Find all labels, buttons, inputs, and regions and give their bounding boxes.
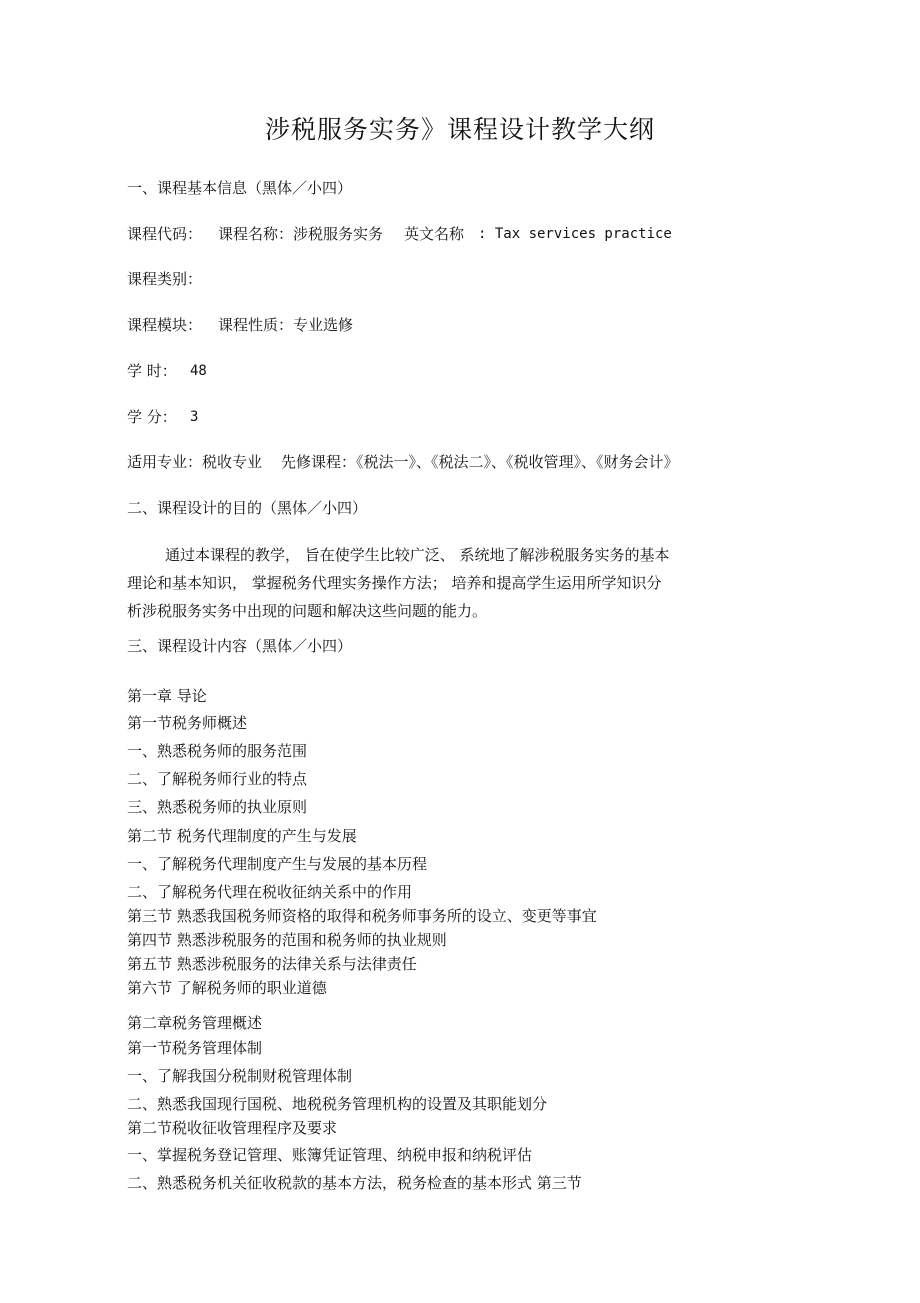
credits-label: 学 分： xyxy=(127,408,177,426)
outline-line: 第二节税收征收管理程序及要求 xyxy=(127,1119,338,1137)
course-name: 课程名称：涉税服务实务 xyxy=(218,225,384,243)
course-nature: 课程性质：专业选修 xyxy=(218,316,354,334)
outline-line: 第二节 税务代理制度的产生与发展 xyxy=(127,827,357,845)
course-category: 课程类别： xyxy=(127,270,203,288)
course-code-label: 课程代码： xyxy=(127,225,203,243)
outline-line: 第六节 了解税务师的职业道德 xyxy=(127,979,327,997)
credits-value: 3 xyxy=(190,409,199,425)
purpose-line: 理论和基本知识， 掌握税务代理实务操作方法； 培养和提高学生运用所学知识分 xyxy=(127,574,662,592)
course-module: 课程模块： xyxy=(127,316,203,334)
document-title: 涉税服务实务》课程设计教学大纲 xyxy=(264,115,655,144)
outline-line: 第三节 熟悉我国税务师资格的取得和税务师事务所的设立、变更等事宜 xyxy=(127,907,597,925)
outline-line: 第一节税务师概述 xyxy=(127,714,248,732)
section3-heading: 三、课程设计内容（黑体／小四） xyxy=(127,637,353,655)
outline-line: 第一节税务管理体制 xyxy=(127,1039,263,1057)
purpose-line: 析涉税服务实务中出现的问题和解决这些问题的能力。 xyxy=(127,602,488,620)
hours-value: 48 xyxy=(190,363,207,379)
hours-label: 学 时： xyxy=(127,362,177,380)
outline-line: 三、熟悉税务师的执业原则 xyxy=(127,798,308,816)
prerequisite-courses: 先修课程：《税法一》、《税法二》、《税收管理》、《财务会计》 xyxy=(281,453,679,471)
outline-line: 第五节 熟悉涉税服务的法律关系与法律责任 xyxy=(127,955,417,973)
section2-heading: 二、课程设计的目的（黑体／小四） xyxy=(127,499,368,517)
outline-line: 二、熟悉我国现行国税、地税税务管理机构的设置及其职能划分 xyxy=(127,1095,548,1113)
english-name-value: : Tax services practice xyxy=(478,226,672,242)
section1-heading: 一、课程基本信息（黑体／小四） xyxy=(127,179,353,197)
outline-line: 第二章税务管理概述 xyxy=(127,1014,263,1032)
applicable-major: 适用专业：税收专业 xyxy=(127,453,263,471)
outline-line: 二、熟悉税务机关征收税款的基本方法，税务检查的基本形式 第三节 xyxy=(127,1174,582,1192)
outline-line: 一、掌握税务登记管理、账簿凭证管理、纳税申报和纳税评估 xyxy=(127,1146,533,1164)
outline-line: 二、了解税务代理在税收征纳关系中的作用 xyxy=(127,883,413,901)
outline-line: 第一章 导论 xyxy=(127,687,207,705)
outline-line: 第四节 熟悉涉税服务的范围和税务师的执业规则 xyxy=(127,931,447,949)
purpose-line: 通过本课程的教学， 旨在使学生比较广泛、 系统地了解涉税服务实务的基本 xyxy=(165,546,670,564)
outline-line: 一、了解我国分税制财税管理体制 xyxy=(127,1067,353,1085)
english-name-label: 英文名称 xyxy=(404,225,465,243)
outline-line: 二、了解税务师行业的特点 xyxy=(127,770,308,788)
purpose-paragraph xyxy=(127,541,747,625)
outline-line: 一、熟悉税务师的服务范围 xyxy=(127,742,308,760)
outline-line: 一、了解税务代理制度产生与发展的基本历程 xyxy=(127,855,428,873)
